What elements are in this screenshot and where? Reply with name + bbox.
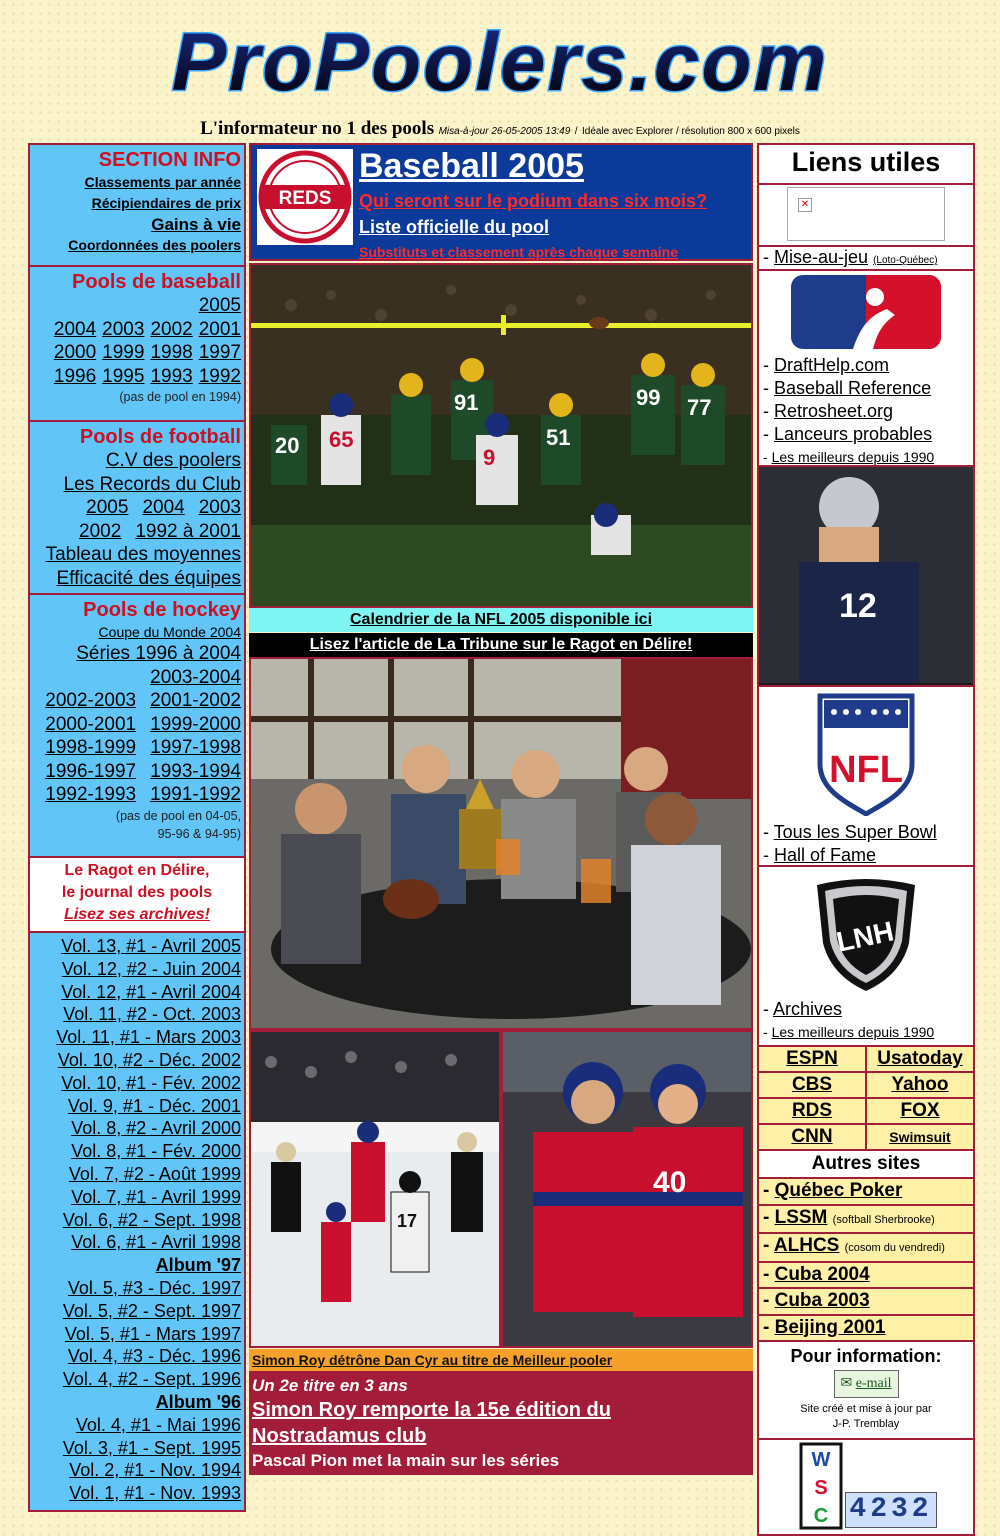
news-line-1: Un 2e titre en 3 ans: [252, 1376, 408, 1395]
email-label[interactable]: e-mail: [855, 1376, 892, 1391]
volume-link[interactable]: Vol. 8, #1 - Fév. 2000: [71, 1141, 241, 1162]
jersey-number: 17: [397, 1211, 418, 1231]
nfl-logo[interactable]: [816, 690, 916, 816]
volume-link[interactable]: Vol. 6, #1 - Avril 1998: [71, 1232, 241, 1253]
hockey-season[interactable]: 1996-1997: [45, 760, 137, 782]
hockey-season[interactable]: 2000-2001: [45, 713, 137, 735]
cuba-2003-link[interactable]: Cuba 2003: [774, 1290, 870, 1311]
hockey-season[interactable]: 1992-1993: [45, 784, 137, 805]
logo-text: ProPoolers.com: [171, 18, 829, 108]
ragot-line1: Le Ragot en Délire,: [64, 862, 210, 879]
broken-image-box: [759, 185, 973, 247]
volume-link[interactable]: Vol. 12, #2 - Juin 2004: [61, 958, 241, 979]
browser-note: Idéale avec Explorer / résolution 800 x 600 pixels: [582, 126, 800, 137]
swimsuit-link[interactable]: Swimsuit: [889, 1129, 951, 1145]
miseaujeu-link[interactable]: Mise-au-jeu: [774, 247, 869, 267]
beijing-link[interactable]: Beijing 2001: [774, 1316, 886, 1338]
baseball-year[interactable]: 2004: [53, 318, 97, 340]
baseball-year[interactable]: 1993: [150, 365, 193, 387]
tribune-article-link[interactable]: [249, 633, 753, 657]
baseball-year[interactable]: 2002: [150, 318, 193, 340]
jersey-number: 77: [687, 395, 712, 420]
hockey-coupe[interactable]: Coupe du Monde 2004: [98, 624, 241, 640]
volume-link[interactable]: Vol. 2, #1 - Nov. 1994: [69, 1460, 241, 1481]
liens-header: [759, 145, 973, 185]
lssm-note: (softball Sherbrooke): [832, 1213, 935, 1226]
broken-image[interactable]: [787, 187, 945, 241]
substituts-link[interactable]: Substituts et classement après chaque semaine: [359, 244, 679, 260]
section-hockey: [28, 593, 246, 856]
link-coordonnees[interactable]: Coordonnées des poolers: [68, 237, 241, 253]
lotoquebec-link[interactable]: (Loto-Québec): [873, 255, 938, 266]
volume-link[interactable]: Vol. 5, #2 - Sept. 1997: [62, 1300, 241, 1321]
info-section: [759, 1340, 973, 1438]
volume-link[interactable]: Vol. 6, #2 - Sept. 1998: [62, 1209, 241, 1230]
hockey-season[interactable]: 1999-2000: [150, 713, 241, 735]
baseball-year[interactable]: 1999: [102, 342, 145, 363]
volume-link[interactable]: Vol. 5, #3 - Déc. 1997: [67, 1277, 241, 1298]
album-96-link[interactable]: Album '96: [155, 1391, 241, 1412]
news-link-simon[interactable]: Simon Roy remporte la 15e édition du: [252, 1399, 611, 1421]
rds-link[interactable]: RDS: [791, 1100, 833, 1121]
jersey-number: 65: [329, 427, 354, 452]
volume-link[interactable]: Vol. 10, #2 - Déc. 2002: [57, 1049, 241, 1070]
album-97-link[interactable]: Album '97: [155, 1255, 241, 1276]
tribune-text[interactable]: Lisez l'article de La Tribune sur le Ragot en Délire!: [309, 636, 693, 653]
pool-group-photo[interactable]: [249, 657, 753, 1030]
baseball-year[interactable]: 1992: [198, 365, 241, 387]
volume-link[interactable]: Vol. 4, #3 - Déc. 1996: [67, 1346, 241, 1367]
lanceurs-link[interactable]: Lanceurs probables: [774, 424, 933, 444]
volume-link[interactable]: Vol. 4, #1 - Mai 1996: [75, 1414, 241, 1435]
site-logo[interactable]: [40, 18, 960, 113]
reds-logo[interactable]: [257, 149, 353, 245]
drafthelp-link[interactable]: DraftHelp.com: [774, 355, 890, 375]
official-list-link[interactable]: Liste officielle du pool: [359, 217, 550, 237]
volume-link[interactable]: Vol. 1, #1 - Nov. 1993: [69, 1483, 241, 1504]
baseball-year[interactable]: 2000: [53, 342, 97, 363]
credit-line1: Site créé et mise à jour par: [800, 1403, 932, 1415]
broken-image-icon: ✕: [798, 198, 812, 212]
volume-link[interactable]: Vol. 7, #1 - Avril 1999: [71, 1186, 241, 1207]
info-title: Pour information:: [790, 1346, 942, 1366]
volume-link[interactable]: Vol. 12, #1 - Avril 2004: [61, 981, 241, 1002]
jersey-number: 12: [839, 587, 877, 625]
hockey-season[interactable]: 2002-2003: [45, 690, 137, 711]
section-baseball: [28, 265, 246, 420]
fox-link[interactable]: FOX: [900, 1100, 940, 1121]
counter-logo[interactable]: [799, 1442, 843, 1530]
link-classements[interactable]: Classements par année: [84, 174, 241, 190]
link-gains[interactable]: Gains à vie: [151, 215, 241, 234]
volume-link[interactable]: Vol. 13, #1 - Avril 2005: [61, 936, 241, 956]
nfl-section: NFL - Tous les Super Bowl - Hall of Fame: [759, 687, 973, 867]
baseball-year[interactable]: 1997: [198, 342, 241, 363]
football-efficacite[interactable]: Efficacité des équipes: [56, 567, 241, 589]
hockey-season[interactable]: 1991-1992: [150, 784, 241, 805]
superbowl-link[interactable]: Tous les Super Bowl: [773, 822, 937, 842]
hockey-season[interactable]: 2001-2002: [150, 690, 241, 711]
volume-link[interactable]: Vol. 3, #1 - Sept. 1995: [62, 1437, 241, 1458]
news-box: [249, 1371, 753, 1475]
hockey-series[interactable]: Séries 1996 à 2004: [76, 643, 241, 664]
simon-headline-link[interactable]: Simon Roy détrône Dan Cyr au titre de Meilleur pooler: [249, 1349, 753, 1371]
baseball-year[interactable]: 2001: [198, 318, 241, 340]
nfl-photo[interactable]: [249, 263, 753, 608]
jersey-number: 40: [653, 1166, 687, 1199]
lssm-link[interactable]: LSSM: [774, 1206, 828, 1228]
football-moyennes[interactable]: Tableau des moyennes: [45, 544, 241, 565]
hockey-season[interactable]: 1997-1998: [150, 737, 241, 758]
credit-line2: J-P. Tremblay: [832, 1418, 900, 1430]
baseball-year[interactable]: 2003: [102, 318, 145, 340]
baseball-reference-link[interactable]: Baseball Reference: [774, 378, 932, 398]
hockey-season[interactable]: 1998-1999: [45, 737, 137, 758]
ragot-promo: [28, 856, 246, 931]
volume-link[interactable]: Vol. 7, #2 - Août 1999: [68, 1163, 241, 1184]
jersey-number: 91: [454, 390, 479, 415]
football-records[interactable]: Les Records du Club: [63, 473, 241, 495]
lnh-section: LNH - Archives - Les meilleurs depuis 1990: [759, 867, 973, 1047]
hockey-photo-canadiens[interactable]: [501, 1030, 753, 1348]
cnn-link[interactable]: CNN: [791, 1126, 833, 1147]
baseball-title: Pools de baseball: [72, 271, 241, 293]
counter-logo-w: W: [811, 1449, 831, 1471]
media-grid: [759, 1047, 973, 1149]
ragot-line2: le journal des pools: [61, 884, 213, 901]
tagline-text: L'informateur no 1 des pools: [200, 118, 435, 139]
usatoday-link[interactable]: Usatoday: [877, 1048, 963, 1069]
tagline: [0, 118, 1000, 140]
football-year[interactable]: 2004: [142, 497, 185, 518]
volume-link[interactable]: Vol. 10, #1 - Fév. 2002: [61, 1072, 241, 1093]
hockey-season[interactable]: 1993-1994: [150, 760, 241, 782]
retrosheet-link[interactable]: Retrosheet.org: [774, 401, 894, 421]
ragot-archives-link[interactable]: Lisez ses archives!: [64, 906, 210, 923]
mlb-section: - DraftHelp.com - Baseball Reference - Retrosheet.org - Lanceurs probables - Les meilleurs depuis 1990: [759, 271, 973, 467]
jersey-number: 20: [275, 433, 300, 458]
autres-sites-title: Autres sites: [759, 1149, 973, 1177]
update-date: Misa-à-jour 26-05-2005 13:49: [438, 126, 571, 137]
counter-logo-c: C: [813, 1505, 829, 1527]
volume-link[interactable]: Vol. 11, #2 - Oct. 2003: [63, 1004, 241, 1025]
visitor-counter: 4232: [845, 1492, 937, 1528]
baseball-year[interactable]: 1998: [150, 342, 193, 363]
volume-link[interactable]: Vol. 8, #2 - Avril 2000: [71, 1118, 241, 1139]
hockey-note: (pas de pool en 04-05,: [115, 808, 241, 823]
podium-question-link[interactable]: Qui seront sur le podium dans six mois?: [359, 191, 708, 211]
yahoo-link[interactable]: Yahoo: [891, 1074, 949, 1095]
hockey-title: Pools de hockey: [83, 599, 241, 621]
football-year-range[interactable]: 1992 à 2001: [135, 520, 241, 542]
volume-link[interactable]: Vol. 9, #1 - Déc. 2001: [67, 1095, 241, 1116]
quebec-poker-link[interactable]: Québec Poker: [774, 1180, 903, 1201]
volume-link[interactable]: Vol. 11, #1 - Mars 2003: [56, 1027, 241, 1048]
espn-link[interactable]: ESPN: [786, 1048, 838, 1069]
envelope-icon: ✉: [840, 1376, 853, 1391]
baseball-year[interactable]: 1996: [53, 365, 97, 387]
left-nav: [28, 143, 246, 1512]
cuba-2004-link[interactable]: Cuba 2004: [774, 1263, 870, 1285]
baseball-year[interactable]: 1995: [102, 365, 145, 387]
football-cv[interactable]: C.V des poolers: [105, 450, 241, 471]
nfl-calendar-link[interactable]: [249, 608, 753, 632]
jersey-number: 9: [483, 445, 496, 470]
liens-title: Liens utiles: [791, 147, 941, 177]
counter-logo-s: S: [814, 1477, 828, 1499]
section-info-title: SECTION INFO: [98, 149, 241, 171]
hockey-note: 95-96 & 94-95): [157, 826, 241, 841]
halloffame-link[interactable]: Hall of Fame: [774, 845, 877, 865]
mlb-logo[interactable]: [791, 275, 941, 349]
useful-links: Liens utiles ✕ - Mise-au-jeu (Loto-Québec) - DraftHelp.com - Baseball Reference - Retrosheet.org - Lanceurs probables - Les meilleurs depuis 1990 12 NFL - Tous les Super Bowl - Hall of Fame LNH - Archives - Les meilleurs depuis 1990 ESPN Usatoday CBS Yahoo RDS FOX CNN Swimsuit Autres sites - Québec Poker - LSSM (softball Sherbrooke) - ALHCS (cosom du vendredi) - Cuba 2004 - Cuba 2003 - Beijing 2001 Pour information: ✉ e-mail Site créé et mise à jour par J-P. Tremblay W S C 4232: [757, 143, 975, 1536]
ragot-volumes: [28, 931, 246, 1512]
archives-link[interactable]: Archives: [773, 999, 843, 1019]
baseball-title[interactable]: Baseball 2005: [359, 147, 584, 185]
football-year[interactable]: 2003: [198, 497, 241, 518]
football-title: Pools de football: [79, 426, 241, 448]
cbs-link[interactable]: CBS: [791, 1074, 833, 1095]
nfl-calendar-text[interactable]: Calendrier de la NFL 2005 disponible ici: [349, 611, 653, 628]
alhcs-note: (cosom du vendredi): [844, 1242, 945, 1254]
section-football: [28, 420, 246, 593]
brady-photo[interactable]: [759, 467, 973, 687]
jersey-number: 99: [636, 385, 661, 410]
meilleurs-mlb-link[interactable]: Les meilleurs depuis 1990: [771, 449, 935, 465]
football-year[interactable]: 2005: [86, 497, 129, 518]
baseball-2005-banner: [249, 143, 753, 261]
alhcs-link[interactable]: ALHCS: [773, 1235, 840, 1256]
nfl-logo-text: NFL: [829, 749, 903, 791]
reds-logo-text: REDS: [278, 188, 332, 209]
news-link-nostradamus[interactable]: Nostradamus club: [252, 1425, 427, 1447]
hockey-photo-penguins[interactable]: [249, 1030, 501, 1348]
hockey-season[interactable]: 2003-2004: [150, 666, 241, 688]
volume-link[interactable]: Vol. 4, #2 - Sept. 1996: [62, 1369, 241, 1390]
counter-section: [759, 1438, 973, 1534]
news-line-pion: Pascal Pion met la main sur les séries: [252, 1451, 560, 1470]
section-info: [28, 143, 246, 265]
email-button[interactable]: [834, 1370, 899, 1398]
volume-link[interactable]: Vol. 5, #1 - Mars 1997: [64, 1323, 241, 1344]
baseball-2005[interactable]: 2005: [198, 295, 241, 316]
lnh-logo[interactable]: [811, 871, 921, 993]
baseball-note: (pas de pool en 1994): [119, 390, 241, 404]
lnh-logo-text: LNH: [833, 915, 897, 958]
browser-note-sep: /: [574, 126, 578, 137]
meilleurs-lnh-link[interactable]: Les meilleurs depuis 1990: [771, 1024, 935, 1040]
jersey-number: 51: [546, 425, 571, 450]
football-year[interactable]: 2002: [79, 520, 122, 542]
miseaujeu-row: - Mise-au-jeu (Loto-Québec): [759, 247, 973, 271]
link-recipiendaires[interactable]: Récipiendaires de prix: [91, 195, 241, 211]
